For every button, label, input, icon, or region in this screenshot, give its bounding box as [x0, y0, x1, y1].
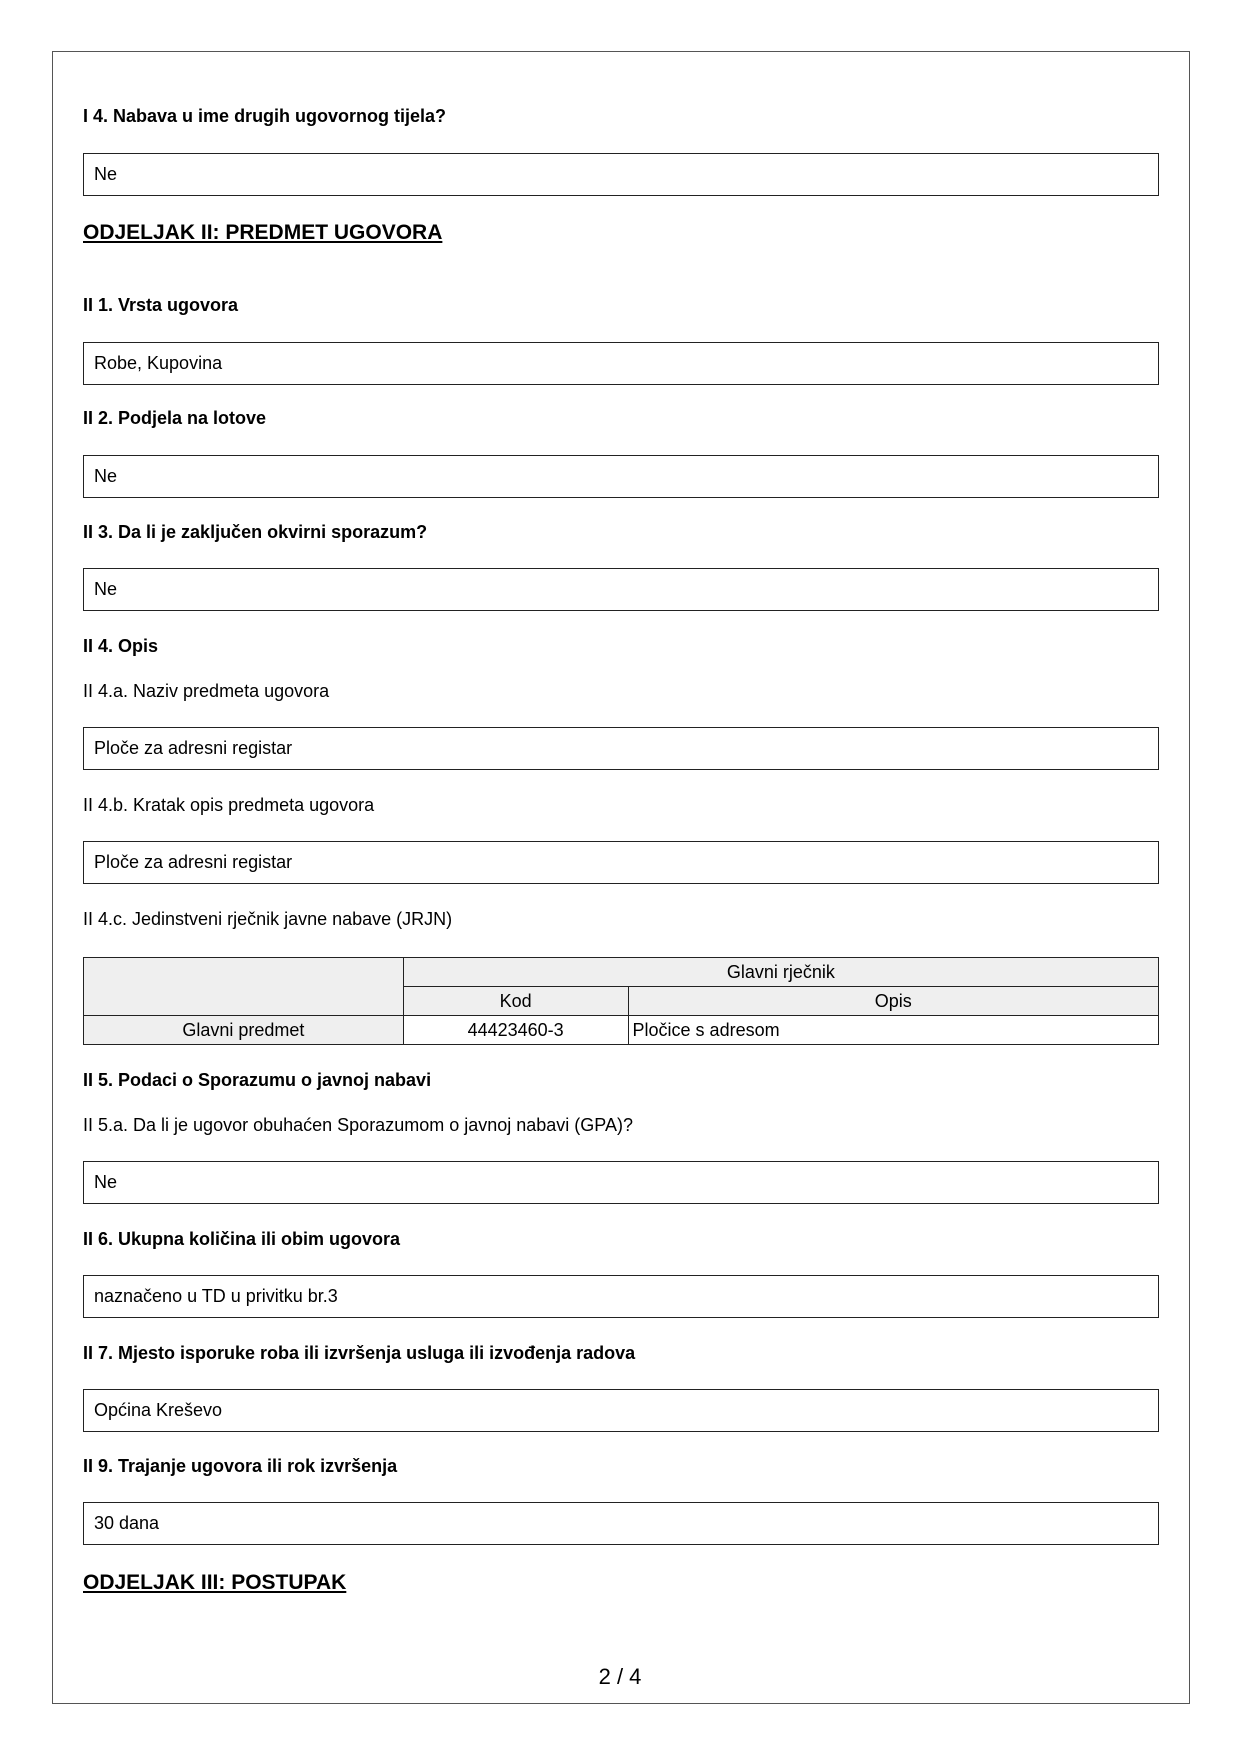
question-ii9: II 9. Trajanje ugovora ili rok izvršenja	[83, 1456, 398, 1476]
answer-i4: Ne	[83, 153, 1159, 196]
section-2-heading: ODJELJAK II: PREDMET UGOVORA	[83, 221, 443, 244]
jrjn-group-header: Glavni rječnik	[403, 958, 1158, 987]
jrjn-table	[83, 957, 1159, 1045]
section-3-heading: ODJELJAK III: POSTUPAK	[83, 1571, 347, 1594]
jrjn-corner-cell	[84, 958, 404, 1016]
answer-ii4b: Ploče za adresni registar	[83, 841, 1159, 884]
page-number: 2 / 4	[598, 1664, 642, 1689]
question-ii4b: II 4.b. Kratak opis predmeta ugovora	[83, 795, 375, 815]
question-ii6: II 6. Ukupna količina ili obim ugovora	[83, 1229, 401, 1249]
question-ii2: II 2. Podjela na lotove	[83, 408, 267, 428]
question-ii1: II 1. Vrsta ugovora	[83, 295, 239, 315]
answer-ii5a: Ne	[83, 1161, 1159, 1204]
question-ii7: II 7. Mjesto isporuke roba ili izvršenja usluga ili izvođenja radova	[83, 1343, 636, 1363]
question-ii5: II 5. Podaci o Sporazumu o javnoj nabavi	[83, 1070, 432, 1090]
answer-ii3: Ne	[83, 568, 1159, 611]
answer-ii4a: Ploče za adresni registar	[83, 727, 1159, 770]
question-ii3: II 3. Da li je zaključen okvirni sporazum?	[83, 522, 428, 542]
question-ii4c: II 4.c. Jedinstveni rječnik javne nabave (JRJN)	[83, 909, 453, 929]
jrjn-row-label: Glavni predmet	[84, 1016, 404, 1045]
question-i4: I 4. Nabava u ime drugih ugovornog tijela?	[83, 106, 447, 126]
jrjn-row-kod: 44423460-3	[403, 1016, 628, 1045]
answer-ii9: 30 dana	[83, 1502, 1159, 1545]
question-ii4a: II 4.a. Naziv predmeta ugovora	[83, 681, 330, 701]
answer-ii7: Općina Kreševo	[83, 1389, 1159, 1432]
answer-ii2: Ne	[83, 455, 1159, 498]
jrjn-col-kod: Kod	[403, 987, 628, 1016]
question-ii5a: II 5.a. Da li je ugovor obuhaćen Sporazumom o javnoj nabavi (GPA)?	[83, 1115, 633, 1135]
jrjn-row-opis: Pločice s adresom	[628, 1016, 1158, 1045]
jrjn-col-opis: Opis	[628, 987, 1158, 1016]
question-ii4: II 4. Opis	[83, 636, 159, 656]
table-row	[84, 1016, 1159, 1045]
answer-ii6: naznačeno u TD u privitku br.3	[83, 1275, 1159, 1318]
answer-ii1: Robe, Kupovina	[83, 342, 1159, 385]
